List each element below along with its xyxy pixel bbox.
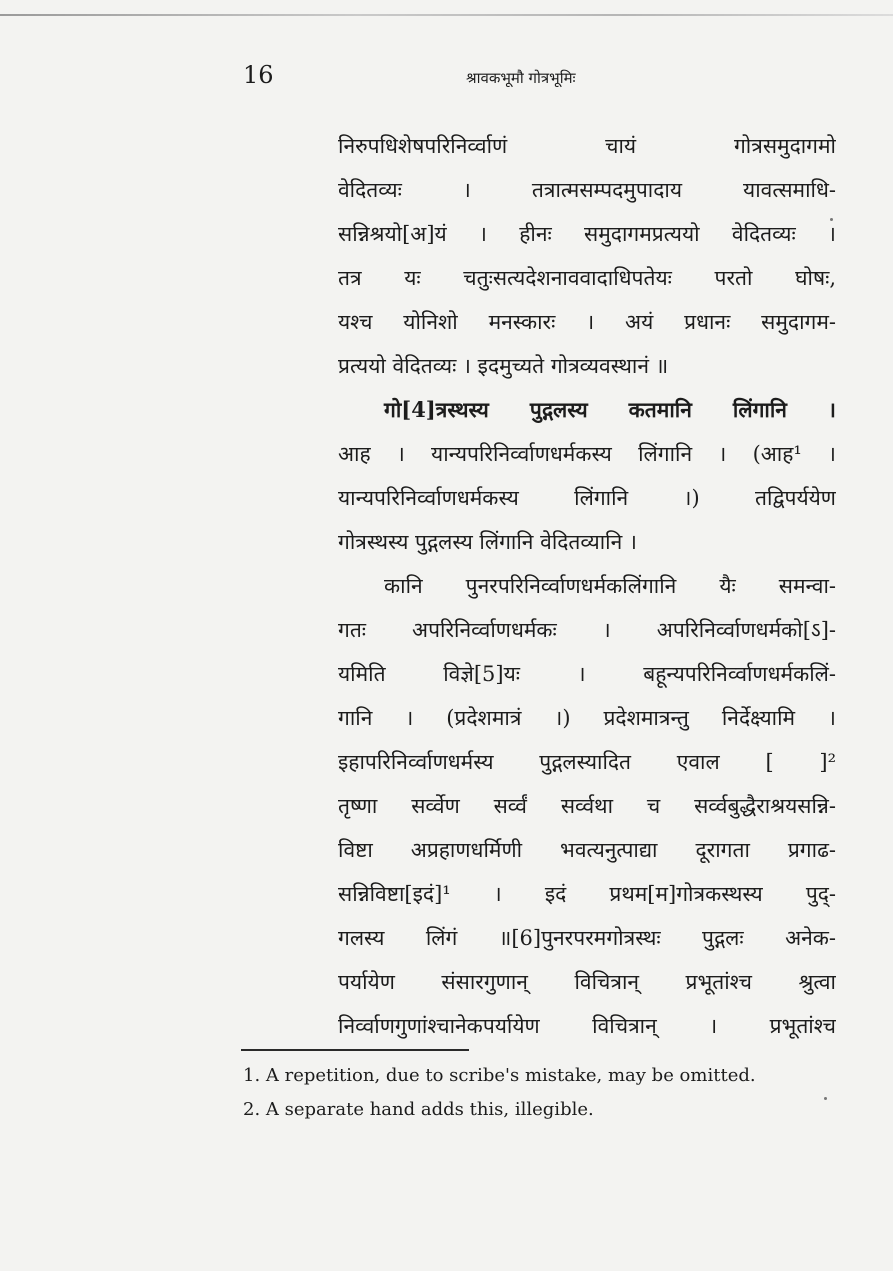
text-line: यश्च योनिशो मनस्कारः । अयं प्रधानः समुदागम- [338, 310, 836, 334]
paper-speck [830, 218, 833, 221]
page-header [0, 60, 893, 94]
text-line: गतः अपरिनिर्व्वाणधर्मकः । अपरिनिर्व्वाणधर्मको[ऽ]- [338, 618, 836, 642]
paper-speck [824, 1097, 827, 1100]
footnotes [243, 1059, 843, 1127]
text-line: तृष्णा सर्व्वेण सर्व्वं सर्व्वथा च सर्व्वबुद्धैराश्रयसन्नि- [338, 794, 836, 818]
text-line: सन्निश्रयो[अ]यं । हीनः समुदागमप्रत्ययो वेदितव्यः । [338, 222, 836, 246]
text-line: गोत्रस्थस्य पुद्गलस्य लिंगानि वेदितव्यानि । [338, 530, 637, 554]
footnote: 1. A repetition, due to scribe's mistake, may be omitted. [243, 1065, 756, 1086]
text-line: तत्र यः चतुःसत्यदेशनाववादाधिपतेयः परतो घोषः, [338, 266, 836, 290]
body-text [338, 124, 836, 1048]
running-title: श्रावकभूमौ गोत्रभूमिः [466, 69, 576, 87]
text-line: वेदितव्यः । तत्रात्मसम्पदमुपादाय यावत्समाधि- [338, 178, 836, 202]
text-line: गानि । (प्रदेशमात्रं ।) प्रदेशमात्रन्तु निर्देक्ष्यामि । [338, 706, 836, 730]
text-line: यान्यपरिनिर्व्वाणधर्मकस्य लिंगानि ।) तद्विपर्ययेण [338, 486, 836, 510]
text-line: सन्निविष्टा[इदं]¹ । इदं प्रथम[म]गोत्रकस्थस्य पुद्- [338, 882, 836, 906]
text-line: आह । यान्यपरिनिर्व्वाणधर्मकस्य लिंगानि । (आह¹ । [338, 442, 836, 466]
text-line: निर्व्वाणगुणांश्चानेकपर्यायेण विचित्रान् । प्रभूतांश्च [338, 1014, 836, 1038]
text-line: कानि पुनरपरिनिर्व्वाणधर्मकलिंगानि यैः समन्वा- [384, 574, 836, 598]
footnote-divider [241, 1049, 469, 1051]
footnote: 2. A separate hand adds this, illegible. [243, 1099, 594, 1120]
text-line: इहापरिनिर्व्वाणधर्मस्य पुद्गलस्यादित एवाल [ ]² [338, 750, 836, 774]
page-top-edge [0, 14, 893, 16]
text-line: पर्यायेण संसारगुणान् विचित्रान् प्रभूतांश्च श्रुत्वा [338, 970, 836, 994]
text-line: गलस्य लिंगं ॥[6]पुनरपरमगोत्रस्थः पुद्गलः अनेक- [338, 926, 836, 950]
text-line: प्रत्ययो वेदितव्यः । इदमुच्यते गोत्रव्यवस्थानं ॥ [338, 354, 669, 378]
text-line: यमिति विज्ञे[5]यः । बहून्यपरिनिर्व्वाणधर्मकलिं- [338, 662, 836, 686]
text-line: विष्टा अप्रहाणधर्मिणी भवत्यनुत्पाद्या दूरागता प्रगाढ- [338, 838, 836, 862]
page-number: 16 [243, 61, 274, 89]
section-heading: गो[4]त्रस्थस्य पुद्गलस्य कतमानि लिंगानि । [384, 397, 836, 422]
text-line: निरुपधिशेषपरिनिर्व्वाणं चायं गोत्रसमुदागमो [338, 134, 836, 158]
